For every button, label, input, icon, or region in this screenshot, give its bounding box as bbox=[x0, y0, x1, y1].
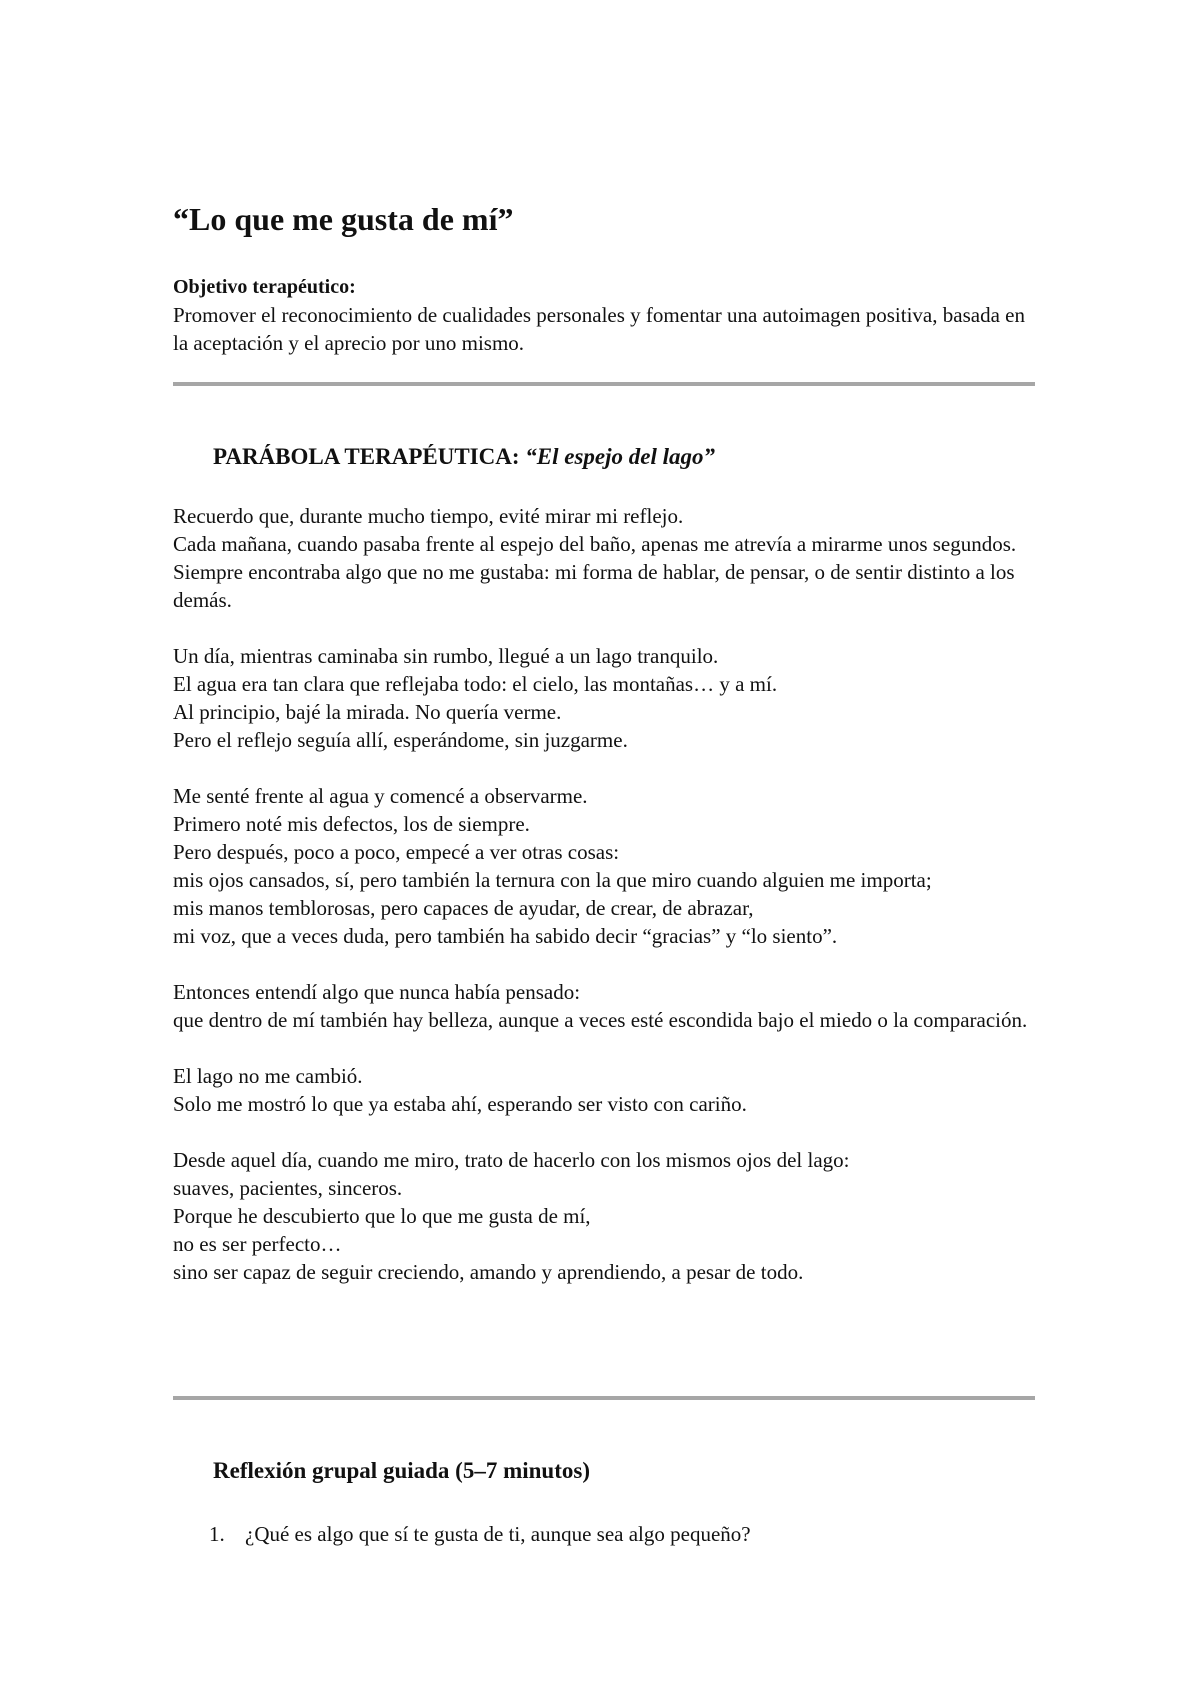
parable-line: Pero el reflejo seguía allí, esperándome, sin juzgarme. bbox=[173, 728, 628, 752]
parable-line: Al principio, bajé la mirada. No quería verme. bbox=[173, 700, 562, 724]
parable-paragraph bbox=[173, 642, 1035, 754]
page-title: “Lo que me gusta de mí” bbox=[173, 201, 514, 237]
parable-line: El lago no me cambió. bbox=[173, 1064, 363, 1088]
objective-text: Promover el reconocimiento de cualidades personales y fomentar una autoimagen positiva, basada en la aceptación y el aprecio por uno mismo. bbox=[173, 303, 1025, 355]
parable-heading-label: PARÁBOLA TERAPÉUTICA: bbox=[213, 444, 520, 469]
parable-heading bbox=[213, 444, 715, 470]
parable-paragraph bbox=[173, 1062, 1035, 1118]
parable-line: mis manos temblorosas, pero capaces de ayudar, de crear, de abrazar, bbox=[173, 896, 754, 920]
parable-line: Un día, mientras caminaba sin rumbo, llegué a un lago tranquilo. bbox=[173, 644, 719, 668]
parable-subtitle: “El espejo del lago” bbox=[525, 444, 715, 469]
parable-line: que dentro de mí también hay belleza, aunque a veces esté escondida bajo el miedo o la comparación. bbox=[173, 1008, 1028, 1032]
section-divider bbox=[173, 382, 1035, 386]
parable-line: sino ser capaz de seguir creciendo, amando y aprendiendo, a pesar de todo. bbox=[173, 1260, 804, 1284]
reflection-heading: Reflexión grupal guiada (5–7 minutos) bbox=[213, 1458, 590, 1483]
parable-line: Solo me mostró lo que ya estaba ahí, esperando ser visto con cariño. bbox=[173, 1092, 747, 1116]
parable-line: Recuerdo que, durante mucho tiempo, evité mirar mi reflejo. bbox=[173, 504, 684, 528]
section-divider bbox=[173, 1396, 1035, 1400]
parable-line: Siempre encontraba algo que no me gustaba: mi forma de hablar, de pensar, o de sentir distinto a los demás. bbox=[173, 560, 1015, 612]
objective-label: Objetivo terapéutico: bbox=[173, 276, 356, 298]
parable-line: no es ser perfecto… bbox=[173, 1232, 342, 1256]
parable-line: suaves, pacientes, sinceros. bbox=[173, 1176, 403, 1200]
parable-line: El agua era tan clara que reflejaba todo: el cielo, las montañas… y a mí. bbox=[173, 672, 778, 696]
parable-line: Pero después, poco a poco, empecé a ver otras cosas: bbox=[173, 840, 620, 864]
parable-paragraph bbox=[173, 978, 1035, 1034]
parable-line: Desde aquel día, cuando me miro, trato de hacerlo con los mismos ojos del lago: bbox=[173, 1148, 850, 1172]
parable-line: Cada mañana, cuando pasaba frente al espejo del baño, apenas me atrevía a mirarme unos segundos. bbox=[173, 532, 1017, 556]
parable-line: Entonces entendí algo que nunca había pensado: bbox=[173, 980, 581, 1004]
question-item bbox=[173, 1520, 1035, 1548]
parable-line: Me senté frente al agua y comencé a observarme. bbox=[173, 784, 588, 808]
parable-line: mis ojos cansados, sí, pero también la ternura con la que miro cuando alguien me importa; bbox=[173, 868, 932, 892]
parable-body bbox=[173, 502, 1035, 1314]
parable-paragraph bbox=[173, 1146, 1035, 1286]
question-text: ¿Qué es algo que sí te gusta de ti, aunque sea algo pequeño? bbox=[245, 1522, 751, 1546]
reflection-questions bbox=[173, 1520, 1035, 1548]
parable-line: Porque he descubierto que lo que me gusta de mí, bbox=[173, 1204, 591, 1228]
question-number: 1. bbox=[209, 1522, 225, 1546]
parable-line: Primero noté mis defectos, los de siempre. bbox=[173, 812, 530, 836]
parable-line: mi voz, que a veces duda, pero también ha sabido decir “gracias” y “lo siento”. bbox=[173, 924, 838, 948]
parable-paragraph bbox=[173, 782, 1035, 950]
parable-paragraph bbox=[173, 502, 1035, 614]
